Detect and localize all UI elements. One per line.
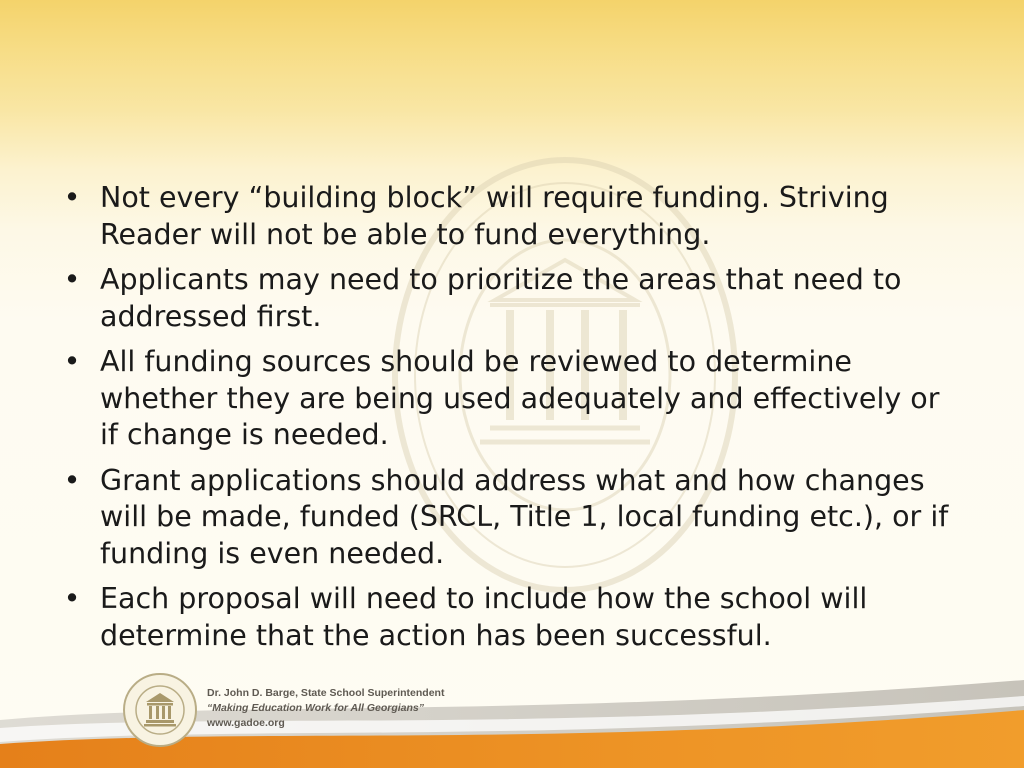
bullet-icon: • bbox=[63, 582, 81, 615]
bullet-text: Applicants may need to prioritize the areas that need to addressed first. bbox=[100, 263, 902, 333]
bullet-icon: • bbox=[63, 263, 81, 296]
bullet-text: All funding sources should be reviewed to determine whether they are being used adequately and effectively or if change is needed. bbox=[100, 345, 940, 451]
bullet-text: Grant applications should address what and how changes will be made, funded (SRCL, Title 1, local funding etc.), or if funding is even needed. bbox=[100, 463, 949, 570]
footer-text bbox=[207, 686, 444, 731]
bullet-item bbox=[60, 262, 960, 335]
motto-line: “Making Education Work for All Georgians” bbox=[207, 702, 425, 714]
bullet-icon: • bbox=[63, 181, 81, 214]
bullet-icon: • bbox=[63, 345, 81, 378]
bullet-item bbox=[60, 344, 960, 454]
superintendent-line: Dr. John D. Barge, State School Superintendent bbox=[207, 687, 445, 699]
bullet-list bbox=[60, 180, 960, 663]
bullet-icon: • bbox=[63, 463, 81, 497]
bullet-item bbox=[60, 180, 960, 253]
georgia-seal-icon bbox=[122, 672, 198, 748]
bullet-item bbox=[60, 463, 960, 573]
website-link[interactable]: www.gadoe.org bbox=[207, 717, 285, 729]
bullet-text: Not every “building block” will require funding. Striving Reader will not be able to fund everything. bbox=[100, 181, 889, 251]
bullet-item bbox=[60, 581, 960, 654]
bullet-text: Each proposal will need to include how the school will determine that the action has been successful. bbox=[100, 582, 868, 652]
